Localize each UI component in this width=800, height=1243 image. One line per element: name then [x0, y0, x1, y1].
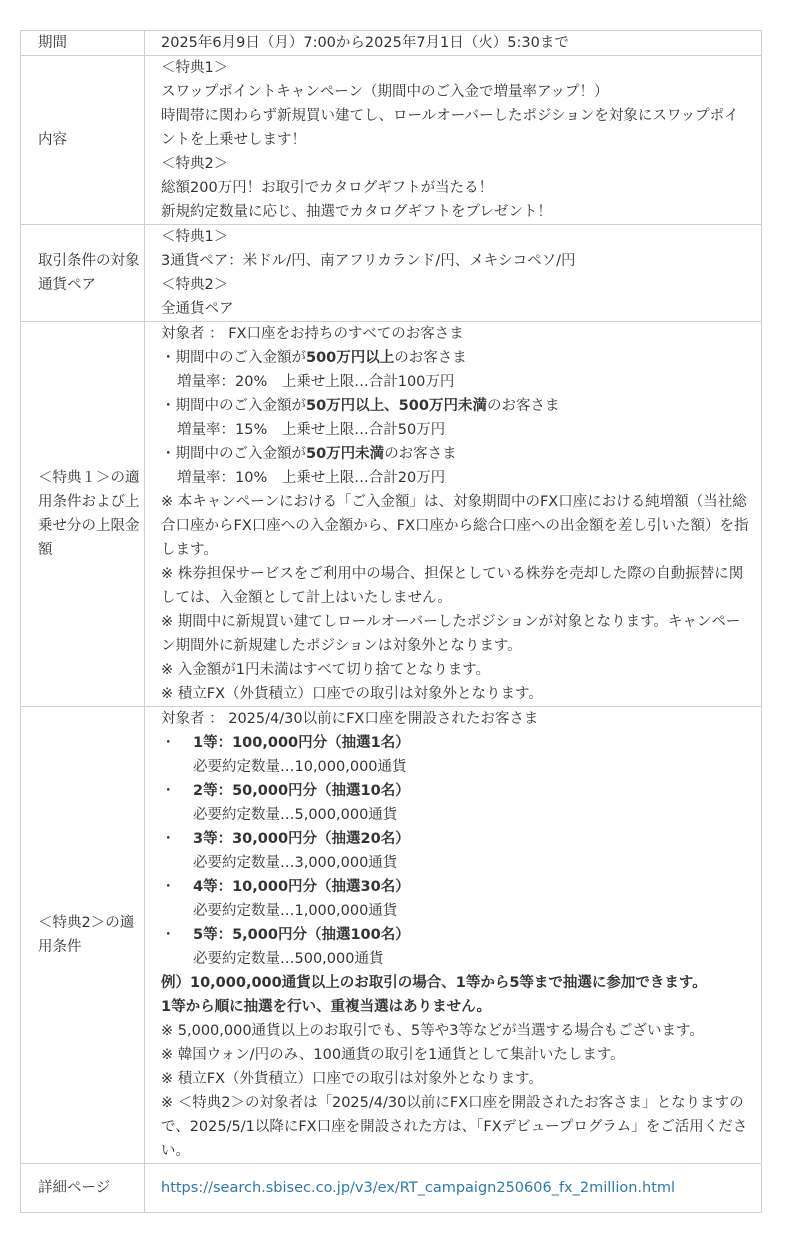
campaign-table [20, 30, 762, 1213]
benefit1-note: ※ 本キャンペーンにおける「ご入金額」は、対象期間中のFX口座における純増額（当社総合口座からFX口座への入金額から、FX口座から総合口座への出金額を差し引いた額）を指します。 [161, 494, 749, 558]
row-content [21, 56, 762, 225]
benefit1-rate: 増量率：20% 上乗せ上限…合計100万円 [177, 374, 455, 390]
label-content: 内容 [21, 56, 145, 225]
prize-title: ・ 3等：30,000円分（抽選20名） [161, 831, 410, 847]
label-benefit2: ＜特典2＞の適用条件 [21, 707, 145, 1164]
pairs-line: ＜特典1＞ [161, 229, 229, 245]
row-benefit2 [21, 707, 762, 1164]
benefit1-note: ※ 入金額が1円未満はすべて切り捨てとなります。 [161, 662, 491, 678]
prize-requirement: 必要約定数量…3,000,000通貨 [193, 855, 398, 871]
pairs-line: 3通貨ペア：米ドル/円、南アフリカランド/円、メキシコペソ/円 [161, 253, 576, 269]
benefit1-tier: ・期間中のご入金額が50万円未満のお客さま [161, 446, 457, 462]
label-detail: 詳細ページ [21, 1164, 145, 1213]
benefit1-note: ※ 積立FX（外貨積立）口座での取引は対象外となります。 [161, 686, 543, 702]
benefit1-target: 対象者 ： FX口座をお持ちのすべてのお客さま [161, 326, 464, 342]
content-line: 新規約定数量に応じ、抽選でカタログギフトをプレゼント！ [161, 204, 552, 220]
benefit2-note: ※ 韓国ウォン/円のみ、100通貨の取引を1通貨として集計いたします。 [161, 1047, 625, 1063]
benefit1-rate: 増量率：15% 上乗せ上限…合計50万円 [177, 422, 446, 438]
content-line: 総額200万円！お取引でカタログギフトが当たる！ [161, 180, 494, 196]
benefit2-note: ※ ＜特典2＞の対象者は「2025/4/30以前にFX口座を開設されたお客さま」となりますので、2025/5/1以降にFX口座を開設された方は、「FXデビュープログラム」をご活用ください。 [161, 1095, 748, 1159]
prize-title: ・ 4等：10,000円分（抽選30名） [161, 879, 410, 895]
content-line: スワップポイントキャンペーン（期間中のご入金で増量率アップ！） [161, 84, 609, 100]
benefit1-note: ※ 期間中に新規買い建てしロールオーバーしたポジションが対象となります。キャンペーン期間外に新規建したポジションは対象外となります。 [161, 614, 741, 654]
content-line: 時間帯に関わらず新規買い建てし、ロールオーバーしたポジションを対象にスワップポイントを上乗せします！ [161, 108, 739, 148]
prize-requirement: 必要約定数量…1,000,000通貨 [193, 903, 398, 919]
detail-link[interactable]: https://search.sbisec.co.jp/v3/ex/RT_campaign250606_fx_2million.html [161, 1180, 676, 1196]
value-period: 2025年6月9日（月）7:00から2025年7月1日（火）5:30まで [145, 31, 762, 56]
prize-title: ・ 5等：5,000円分（抽選100名） [161, 927, 410, 943]
row-pairs [21, 225, 762, 322]
prize-title: ・ 1等：100,000円分（抽選1名） [161, 735, 410, 751]
value-content [145, 56, 762, 225]
benefit2-target: 対象者 ： 2025/4/30以前にFX口座を開設されたお客さま [161, 711, 539, 727]
value-benefit1 [145, 322, 762, 707]
value-pairs [145, 225, 762, 322]
label-period: 期間 [21, 31, 145, 56]
benefit2-note: ※ 5,000,000通貨以上のお取引でも、5等や3等などが当選する場合もございます。 [161, 1023, 704, 1039]
benefit2-note: ※ 積立FX（外貨積立）口座での取引は対象外となります。 [161, 1071, 543, 1087]
label-benefit1: ＜特典１＞の適用条件および上乗せ分の上限金額 [21, 322, 145, 707]
content-line: ＜特典1＞ [161, 60, 229, 76]
row-detail [21, 1164, 762, 1213]
prize-title: ・ 2等：50,000円分（抽選10名） [161, 783, 410, 799]
benefit2-example: 例）10,000,000通貨以上のお取引の場合、1等から5等まで抽選に参加できます。 [161, 975, 707, 991]
label-pairs: 取引条件の対象通貨ペア [21, 225, 145, 322]
prize-requirement: 必要約定数量…500,000通貨 [193, 951, 384, 967]
content-line: ＜特典2＞ [161, 156, 229, 172]
benefit1-rate: 増量率：10% 上乗せ上限…合計20万円 [177, 470, 446, 486]
benefit1-tier: ・期間中のご入金額が500万円以上のお客さま [161, 350, 467, 366]
prize-requirement: 必要約定数量…10,000,000通貨 [193, 759, 407, 775]
pairs-line: 全通貨ペア [161, 301, 234, 317]
benefit1-note: ※ 株券担保サービスをご利用中の場合、担保としている株券を売却した際の自動振替に関しては、入金額として計上はいたしません。 [161, 566, 744, 606]
benefit1-tier: ・期間中のご入金額が50万円以上、500万円未満のお客さま [161, 398, 560, 414]
value-benefit2 [145, 707, 762, 1164]
prize-requirement: 必要約定数量…5,000,000通貨 [193, 807, 398, 823]
row-benefit1 [21, 322, 762, 707]
pairs-line: ＜特典2＞ [161, 277, 229, 293]
value-detail [145, 1164, 762, 1213]
benefit2-example: 1等から順に抽選を行い、重複当選はありません。 [161, 999, 491, 1015]
row-period [21, 31, 762, 56]
